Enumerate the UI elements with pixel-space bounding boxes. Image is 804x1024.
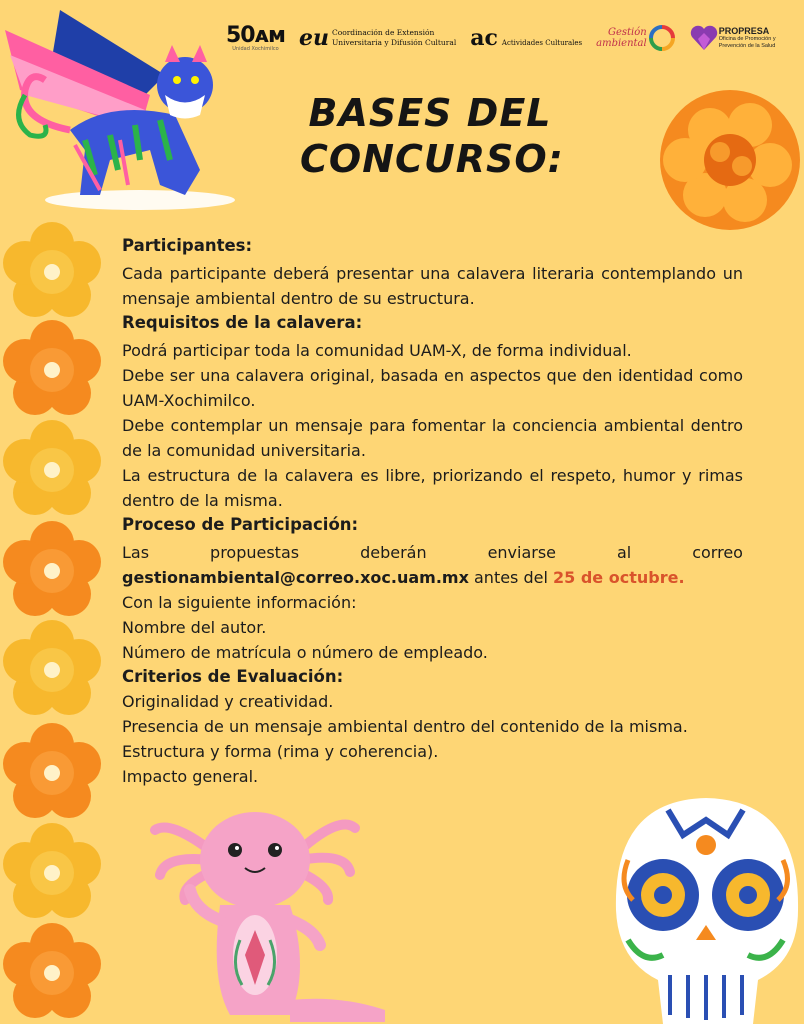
participantes-text: Cada participante deberá presentar una calavera literaria contemplando un mensaje ambiental dentro de su estructura.	[122, 264, 743, 308]
criterio-item: Estructura y forma (rima y coherencia).	[122, 742, 439, 761]
requisito-item: Debe ser una calavera original, basada en aspectos que den identidad como UAM-Xochimilco.	[122, 366, 743, 410]
gestion-ambiental-logo: Gestión ambiental	[596, 25, 675, 51]
flower-column-decoration	[0, 218, 108, 1024]
participantes-heading: Participantes:	[122, 236, 253, 255]
proceso-heading: Proceso de Participación:	[122, 515, 359, 534]
email-line: gestionambiental@correo.xoc.uam.mx antes del 25 de octubre.	[122, 568, 685, 587]
marigold-flower-illustration	[650, 70, 804, 255]
criterios-heading: Criterios de Evaluación:	[122, 667, 344, 686]
contest-email: gestionambiental@correo.xoc.uam.mx	[122, 568, 469, 587]
extension-universitaria-logo: eu Coordinación de Extensión Universitaria y Difusión Cultural	[298, 25, 457, 51]
criterio-item: Presencia de un mensaje ambiental dentro del contenido de la misma.	[122, 717, 688, 736]
axolotl-illustration	[150, 800, 390, 1024]
contest-rules	[122, 234, 743, 789]
criterio-item: Impacto general.	[122, 767, 259, 786]
gestion-ambiental-icon	[649, 25, 675, 51]
criterio-item: Originalidad y creatividad.	[122, 692, 334, 711]
alebrije-illustration	[0, 0, 235, 215]
requisito-item: Podrá participar toda la comunidad UAM-X, de forma individual.	[122, 341, 632, 360]
actividades-culturales-logo: ac Actividades Culturales	[470, 25, 583, 51]
requisito-item: Debe contemplar un mensaje para fomentar la conciencia ambiental dentro de la comunidad universitaria.	[122, 416, 743, 460]
deadline-date: 25 de octubre.	[553, 568, 685, 587]
info-item: Número de matrícula o número de empleado.	[122, 643, 488, 662]
sugar-skull-illustration	[608, 790, 804, 1024]
uam-50-logo: 50ᴀᴍ Unidad Xochimilco	[226, 22, 285, 52]
logo-bar	[226, 18, 800, 58]
proceso-intro-line: Las propuestas deberán enviarse al correo	[122, 543, 743, 562]
propresa-logo: PROPRESA Oficina de Promoción y Prevención de la Salud	[689, 23, 776, 53]
page-title: BASES DEL CONCURSO:	[300, 91, 564, 181]
requisitos-heading: Requisitos de la calavera:	[122, 313, 363, 332]
requisito-item: La estructura de la calavera es libre, priorizando el respeto, humor y rimas dentro de la misma.	[122, 466, 743, 510]
propresa-heart-icon	[689, 23, 719, 53]
info-item: Nombre del autor.	[122, 618, 267, 637]
info-intro: Con la siguiente información:	[122, 593, 357, 612]
